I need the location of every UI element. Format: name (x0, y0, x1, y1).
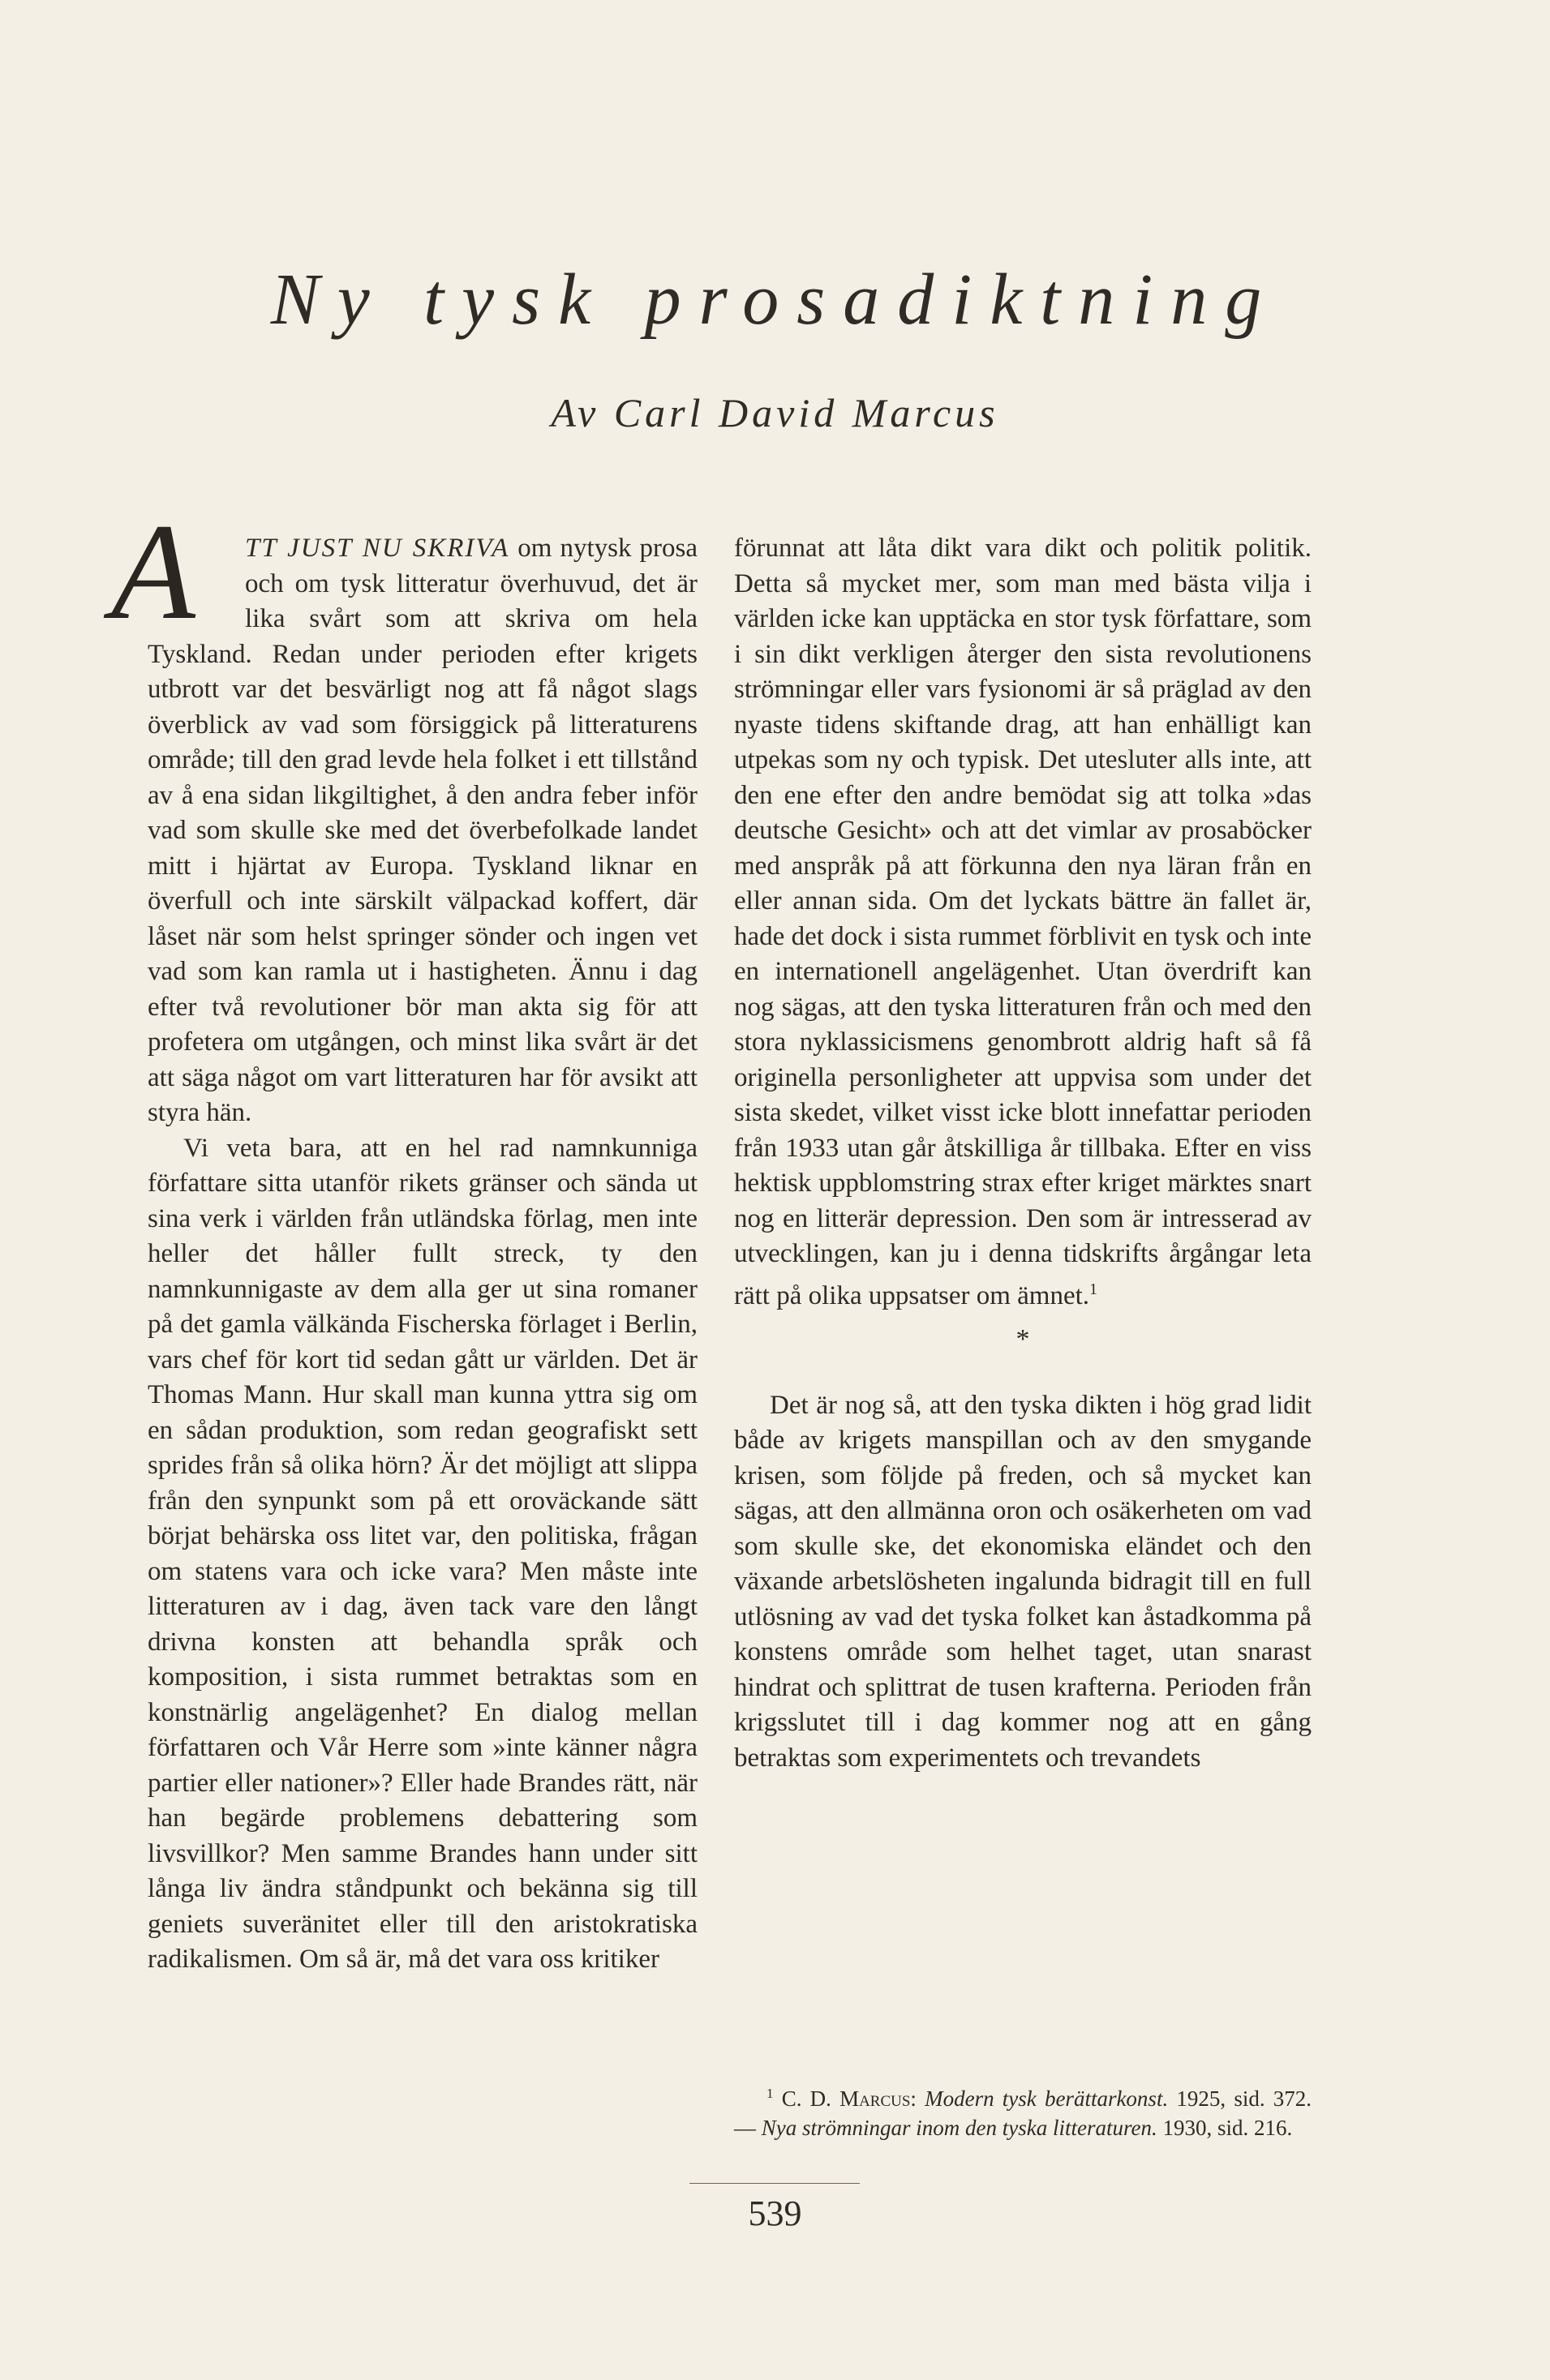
section-separator: * (1015, 1324, 1030, 1354)
footnote-number: 1 (766, 2086, 774, 2101)
left-column (111, 495, 698, 1978)
page-number: 539 (748, 2193, 802, 2233)
drop-cap: A (111, 495, 195, 648)
paragraph-text: om nytysk prosa och om tysk litteratur överhuvud, det är lika svårt som att skriva om hela Tyskland. Redan under perioden efter krigets utbrott var det besvärligt nog att få något slags överblick av vad som försiggick på litteraturens område; till den grad levde hela folket i ett tillstånd av å ena sidan likgiltighet, å den andra feber inför vad som skulle ske med det överbefolkade landet mitt i hjärtat av Europa. Tyskland liknar en överfull och inte särskilt välpackad koffert, där låset när som helst springer sönder och ingen vet vad som kan ramla ut i hastigheten. Ännu i dag efter två revolutioner bör man akta sig för att profetera om utgången, och minst lika svårt är det att säga något om vart litteraturen har för avsikt att styra hän. (148, 534, 698, 1127)
right-column (734, 531, 1312, 1776)
footnote-work: Modern tysk berättarkonst. (925, 2086, 1169, 2111)
footnotes (734, 2079, 1312, 2142)
paragraph: Det är nog så, att den tyska dikten i hög grad lidit både av krigets manspillan och av den smygande krisen, som följde på freden, och så mycket kan sägas, att den allmänna oron och osäkerheten om vad som skulle ske, det ekonomiska eländet och den växande arbetslösheten ingalunda bidragit till en full utlösning av vad det tyska folket kan åstadkomma på konstens område som helhet taget, utan snarast hindrat och splittrat de tusen krafterna. Perioden från krigsslutet till i dag kommer nog att en gång betraktas som experimentets och trevandets (734, 1390, 1312, 1773)
paragraph-text: förunnat att låta dikt vara dikt och politik politik. Detta så mycket mer, som man med bästa vilja i världen icke kan upptäcka en stor tysk författare, som i sin dikt verkligen återger den sista revolutionens strömningar eller vars fysionomi är så präglad av den nyaste tidens skiftande drag, att han enhälligt kan utpekas som ny och typisk. Det utesluter alls inte, att den ene efter den andre bemödat sig att tolka »das deutsche Gesicht» och att det vimlar av prosaböcker med anspråk på att förkunna den nya läran från en eller annan sida. Om det lyckats bättre än fallet är, hade det dock i sista rummet förblivit en tysk och inte en internationell angelägenhet. Utan överdrift kan nog sägas, att den tyska litteraturen från och med den stora nyklassicismens genombrott aldrig haft så få originella personligheter att uppvisa som under det sista skedet, vilket visst icke blott innefattar perioden från 1933 utan går åtskilliga år tillbaka. Efter en viss hektisk uppblomstring strax efter kriget märktes snart nog en litterär depression. Den som är intresserad av utvecklingen, kan ju i denna tidskrifts årgångar leta rätt på olika uppsatser om ämnet. (734, 534, 1312, 1310)
paragraph (734, 531, 1312, 1314)
footnote-author: C. D. Marcus: (781, 2086, 917, 2111)
paragraph: Vi veta bara, att en hel rad namnkunniga författare sitta utanför rikets gränser och sända ut sina verk i världen från utländska förlag, men inte heller det håller fullt streck, ty den namnkunnigaste av dem alla ger ut sina romaner på det gamla välkända Fischerska förlaget i Berlin, vars chef för kort tid sedan gått ur världen. Det är Thomas Mann. Hur skall man kunna yttra sig om en sådan produktion, som redan geografiskt sett sprides från så olika hörn? Är det möjligt att slippa från den synpunkt som på ett oroväckande sätt börjat behärska oss litet var, den politiska, frågan om statens vara och icke vara? Men måste inte litteraturen av i dag, även tack vare den långt drivna konsten att behandla språk och komposition, i sista rummet betraktas som en konstnärlig angelägenhet? En dialog mellan författaren och Vår Herre som »inte känner några partier eller nationer»? Eller hade Brandes rätt, när han begärde problemens debattering som livsvillkor? Men samme Brandes hann under sitt långa liv ändra ståndpunkt och bekänna sig till geniets suveränitet eller till den aristokratiska radikalismen. Om så är, må det vara oss kritiker (148, 1133, 698, 1974)
footnote (734, 2079, 1312, 2142)
footnote-ref: 1930, sid. 216. (1162, 2116, 1293, 2140)
footnote-work: Nya strömningar inom den tyska litteraturen. (761, 2116, 1157, 2140)
paragraph (111, 495, 698, 1131)
article-author: Av Carl David Marcus (551, 390, 999, 435)
page-number-rule (689, 2183, 860, 2184)
opening-words: TT JUST NU SKRIVA (245, 534, 510, 563)
article-title: Ny tysk prosadiktning (270, 259, 1280, 340)
footnote-ref: 1925, sid. 372. — (734, 2086, 1312, 2140)
footnote-marker: 1 (1089, 1280, 1098, 1298)
